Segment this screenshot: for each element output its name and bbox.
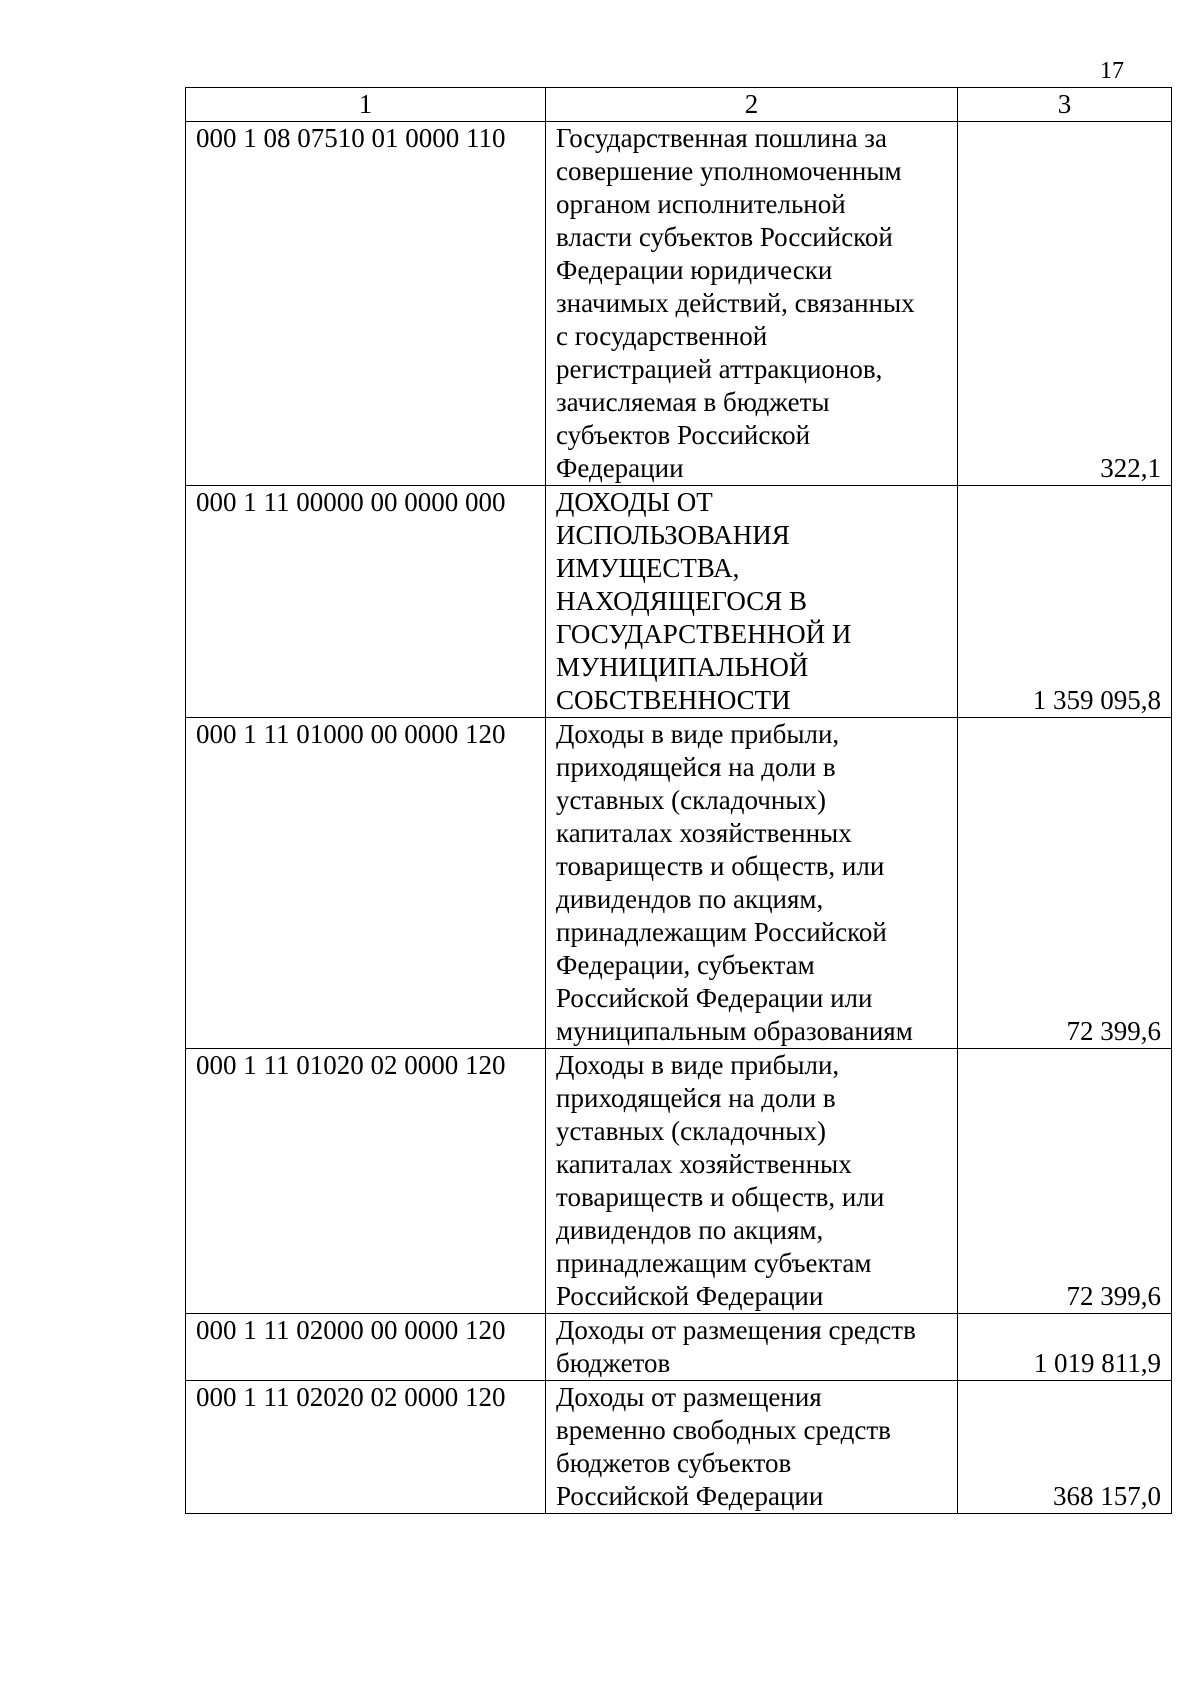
description-cell bbox=[546, 1381, 958, 1514]
description-line: НАХОДЯЩЕГОСЯ В bbox=[556, 586, 807, 616]
description-line: ДОХОДЫ ОТ bbox=[556, 487, 713, 517]
description-line: бюджетов субъектов bbox=[556, 1448, 792, 1478]
description-line: ГОСУДАРСТВЕННОЙ И bbox=[556, 619, 852, 649]
budget-code-cell: 000 1 08 07510 01 0000 110 bbox=[186, 122, 546, 486]
budget-code-cell: 000 1 11 02000 00 0000 120 bbox=[186, 1314, 546, 1381]
amount-cell: 72 399,6 bbox=[958, 718, 1172, 1049]
description-line: дивидендов по акциям, bbox=[556, 884, 824, 914]
description-line: капиталах хозяйственных bbox=[556, 1149, 852, 1179]
description-line: совершение уполномоченным bbox=[556, 156, 902, 186]
table-row bbox=[186, 1314, 1172, 1381]
description-line: капиталах хозяйственных bbox=[556, 818, 852, 848]
description-line: Российской Федерации bbox=[556, 1481, 824, 1511]
description-line: Федерации bbox=[556, 453, 684, 483]
description-line: регистрацией аттракционов, bbox=[556, 354, 883, 384]
description-line: товариществ и обществ, или bbox=[556, 1182, 885, 1212]
budget-table bbox=[185, 87, 1172, 1514]
description-line: дивидендов по акциям, bbox=[556, 1215, 824, 1245]
description-line: СОБСТВЕННОСТИ bbox=[556, 685, 791, 715]
description-line: Доходы в виде прибыли, bbox=[556, 719, 840, 749]
description-line: Доходы в виде прибыли, bbox=[556, 1050, 840, 1080]
table-row bbox=[186, 718, 1172, 1049]
description-line: Государственная пошлина за bbox=[556, 123, 887, 153]
page-number: 17 bbox=[1100, 58, 1124, 84]
budget-code-cell: 000 1 11 02020 02 0000 120 bbox=[186, 1381, 546, 1514]
table-row bbox=[186, 122, 1172, 486]
table-row bbox=[186, 1381, 1172, 1514]
description-line: принадлежащим Российской bbox=[556, 917, 887, 947]
column-header-description: 2 bbox=[546, 88, 958, 122]
description-line: власти субъектов Российской bbox=[556, 222, 893, 252]
description-line: субъектов Российской bbox=[556, 420, 811, 450]
description-line: товариществ и обществ, или bbox=[556, 851, 885, 881]
description-line: Федерации юридически bbox=[556, 255, 833, 285]
amount-cell: 368 157,0 bbox=[958, 1381, 1172, 1514]
description-line: с государственной bbox=[556, 321, 768, 351]
budget-code-cell: 000 1 11 00000 00 0000 000 bbox=[186, 486, 546, 718]
description-line: Российской Федерации или bbox=[556, 983, 873, 1013]
description-line: ИМУЩЕСТВА, bbox=[556, 553, 740, 583]
description-line: принадлежащим субъектам bbox=[556, 1248, 872, 1278]
description-line: Федерации, субъектам bbox=[556, 950, 815, 980]
budget-code-cell: 000 1 11 01020 02 0000 120 bbox=[186, 1049, 546, 1314]
amount-cell: 322,1 bbox=[958, 122, 1172, 486]
description-line: муниципальным образованиям bbox=[556, 1016, 913, 1046]
amount-cell: 1 019 811,9 bbox=[958, 1314, 1172, 1381]
description-line: уставных (складочных) bbox=[556, 1116, 826, 1146]
header-row bbox=[186, 88, 1172, 122]
table-header bbox=[186, 88, 1172, 122]
description-line: уставных (складочных) bbox=[556, 785, 826, 815]
description-cell bbox=[546, 1049, 958, 1314]
column-header-amount: 3 bbox=[958, 88, 1172, 122]
description-line: ИСПОЛЬЗОВАНИЯ bbox=[556, 520, 790, 550]
description-line: зачисляемая в бюджеты bbox=[556, 387, 830, 417]
description-line: МУНИЦИПАЛЬНОЙ bbox=[556, 652, 809, 682]
description-line: значимых действий, связанных bbox=[556, 288, 915, 318]
description-line: приходящейся на доли в bbox=[556, 1083, 836, 1113]
table-body bbox=[186, 122, 1172, 1514]
description-line: органом исполнительной bbox=[556, 189, 846, 219]
description-line: Доходы от размещения bbox=[556, 1382, 822, 1412]
description-line: Российской Федерации bbox=[556, 1281, 824, 1311]
description-cell bbox=[546, 122, 958, 486]
description-cell bbox=[546, 718, 958, 1049]
amount-cell: 1 359 095,8 bbox=[958, 486, 1172, 718]
budget-code-cell: 000 1 11 01000 00 0000 120 bbox=[186, 718, 546, 1049]
table-row bbox=[186, 486, 1172, 718]
table-row bbox=[186, 1049, 1172, 1314]
description-line: Доходы от размещения средств bbox=[556, 1315, 916, 1345]
description-cell bbox=[546, 1314, 958, 1381]
description-cell bbox=[546, 486, 958, 718]
description-line: бюджетов bbox=[556, 1348, 671, 1378]
amount-cell: 72 399,6 bbox=[958, 1049, 1172, 1314]
description-line: приходящейся на доли в bbox=[556, 752, 836, 782]
description-line: временно свободных средств bbox=[556, 1415, 891, 1445]
column-header-code: 1 bbox=[186, 88, 546, 122]
